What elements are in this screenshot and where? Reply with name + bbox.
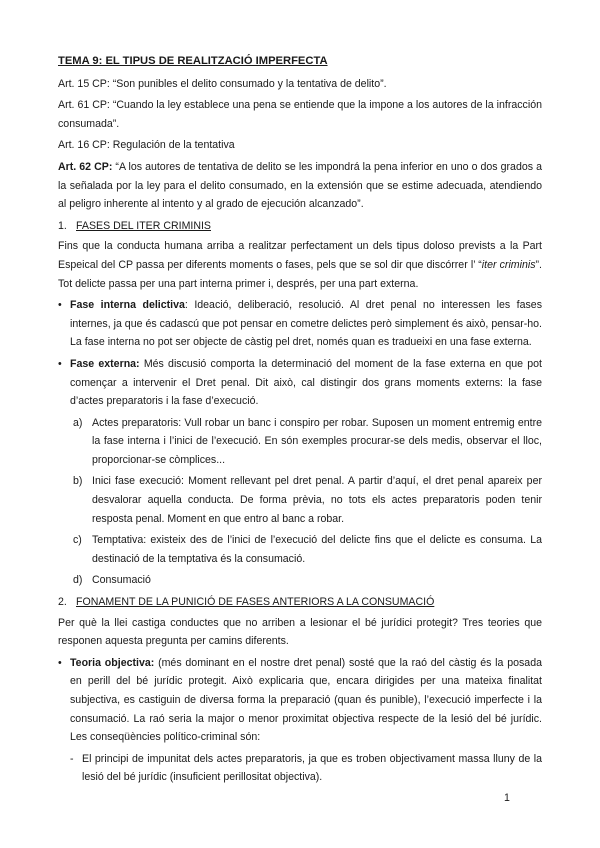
list-item-label: b) <box>73 475 83 488</box>
list-item-label: d) <box>73 574 83 587</box>
list-item-text: Consumació <box>92 574 151 587</box>
bullet-dot-icon: • <box>58 357 62 370</box>
document-body <box>58 52 542 787</box>
list-item-text: Temptativa: existeix des de l’inici de l’execució del delicte fins que el delicte es consuma. La destinació de la temptativa és la consumació. <box>92 534 542 565</box>
bullet-dot-icon: • <box>58 299 62 312</box>
section-2-number: 2. <box>58 596 67 609</box>
fase-interna-text: : Ideació, deliberació, resolució. Al dret penal no interessen les fases internes, ja que és cadascú que pot pensar en cometre delictes però simplement és això, pensar-ho. La fase interna no pot ser objecte de càstig pel dret, només quan es tradueixi en una fase externa. <box>70 299 542 349</box>
teoria-objectiva-text: (més dominant en el nostre dret penal) sosté que la raó del càstig és la posada en perill del bé jurídic protegit. Això explicaria que, encara dirigides per una mateixa finalitat subjectiva, es castiguin de diversa forma la preparació (quan és punible), l’execució imperfecte i la consumació. La raó seria la major o menor proximitat objectiva respecte de la lesió del bé jurídic. Les conseqüències político-criminal són: <box>70 656 542 744</box>
section-1-title: FASES DEL ITER CRIMINIS <box>76 219 211 232</box>
list-item-a <box>58 414 542 470</box>
section-2-heading <box>58 593 542 612</box>
art-15-paragraph: Art. 15 CP: “Son punibles el delito consumado y la tentativa de delito”. <box>58 77 387 90</box>
teoria-objectiva-label: Teoria objectiva: <box>70 656 155 669</box>
art-61-paragraph: Art. 61 CP: “Cuando la ley establece una pena se entiende que la impone a los autores de la infracción consumada”. <box>58 99 542 130</box>
iter-criminis-term: iter criminis <box>481 258 536 271</box>
list-item-d <box>58 571 542 590</box>
section-1-number: 1. <box>58 219 67 232</box>
dash-item-text: El principi de impunitat dels actes preparatoris, ja que es troben objectivament massa lluny de la lesió del bé jurídic (insuficient perillositat objectiva). <box>82 752 542 784</box>
art-62-paragraph <box>58 158 542 214</box>
dash-icon: - <box>70 752 74 765</box>
list-item-b <box>58 472 542 528</box>
dash-item <box>58 750 542 787</box>
fase-externa-text: Més discusió comporta la determinació del moment de la fase externa en que pot començar a intervenir el Dret penal. Dit això, cal distingir dos grans moments externs: la fase d’actes preparatoris i la fase d’execució. <box>70 357 542 408</box>
bullet-teoria-objectiva <box>58 654 542 747</box>
bullet-fase-interna <box>58 296 542 352</box>
bullet-fase-externa <box>58 355 542 411</box>
section-1-heading <box>58 217 542 236</box>
art-62-label: Art. 62 CP: <box>58 160 113 173</box>
section-2-intro: Per què la llei castiga conductes que no arriben a lesionar el bé jurídici protegit? Tres teories que responen aquesta pregunta per camins diferents. <box>58 616 542 648</box>
list-item-text: Actes preparatoris: Vull robar un banc i conspiro per robar. Suposen un moment entremig entre la fase interna i l’inici de l’execució. En són exemples procurar-se dels medis, observar el lloc, proporcionar-se còmplices... <box>92 416 542 466</box>
page-number: 1 <box>504 792 510 804</box>
art-16-paragraph: Art. 16 CP: Regulación de la tentativa <box>58 139 235 152</box>
fase-interna-label: Fase interna delictiva <box>70 299 185 312</box>
fase-externa-label: Fase externa: <box>70 357 140 370</box>
list-item-text: Inici fase execució: Moment rellevant pel dret penal. A partir d’aquí, el dret penal apareix per desvalorar aquella conducta. De forma prèvia, no tots els actes preparatoris poden tenir resposta penal. Moment en que entro al banc a robar. <box>92 475 542 525</box>
bullet-dot-icon: • <box>58 656 62 669</box>
section-1-intro-a: Fins que la conducta humana arriba a realitzar perfectament un dels tipus doloso prevists a la Part Espeical del CP passa per diferents moments o fases, pels que se sol dir que discórrer l’ “ <box>58 240 542 271</box>
section-2-title: FONAMENT DE LA PUNICIÓ DE FASES ANTERIORS A LA CONSUMACIÓ <box>76 596 435 609</box>
art-62-text: “A los autores de tentativa de delito se les impondrá la pena inferior en uno o dos grados a la señalada por la ley para el delito consumado, en la extensión que se estime adecuada, atendiendo al peligro inherente al intento y al grado de ejecución alcanzado”. <box>58 160 542 211</box>
section-1-intro-b: ”. Tot delicte passa per una part interna primer i, després, per una part externa. <box>58 258 543 290</box>
list-item-c <box>58 531 542 568</box>
page-title: TEMA 9: EL TIPUS DE REALITZACIÓ IMPERFECTA <box>58 55 328 67</box>
list-item-label: c) <box>73 534 82 547</box>
list-item-label: a) <box>73 416 83 429</box>
section-1-intro <box>58 237 542 293</box>
